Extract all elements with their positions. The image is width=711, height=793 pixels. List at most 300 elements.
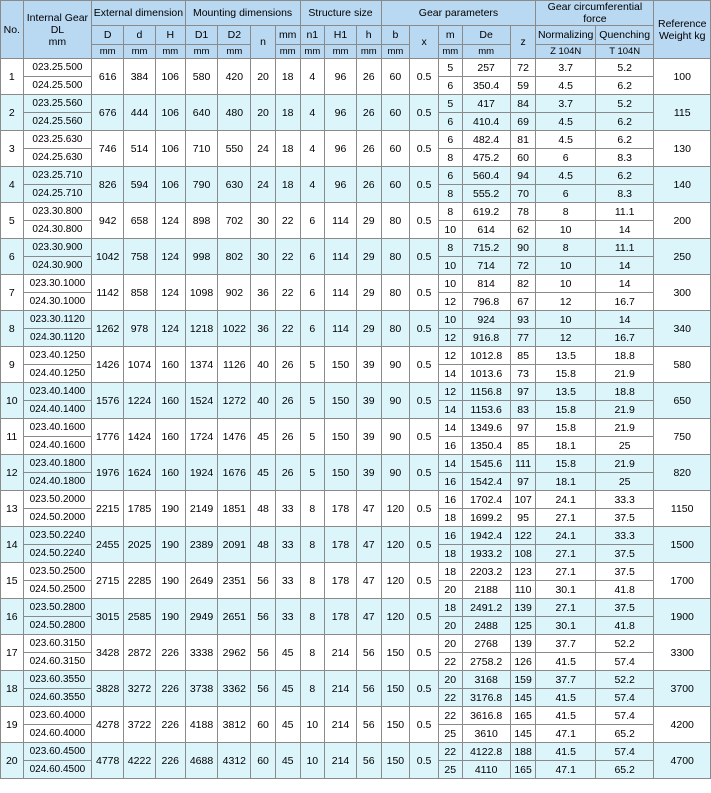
cell-d2: 1851	[218, 491, 251, 527]
cell-z: 107	[510, 491, 536, 509]
cell-h: 226	[155, 671, 185, 707]
cell-de: 350.4	[462, 77, 510, 95]
cell-x: 0.5	[410, 167, 439, 203]
cell-d: 658	[124, 203, 156, 239]
cell-d: 1424	[124, 419, 156, 455]
cell-h: 190	[155, 527, 185, 563]
cell-h1: 214	[325, 671, 357, 707]
cell-m: 14	[438, 365, 462, 383]
cell-de: 3616.8	[462, 707, 510, 725]
cell-d1: 4688	[185, 743, 218, 779]
model-number: 023.40.1800	[23, 455, 92, 473]
cell-h: 26	[356, 167, 381, 203]
cell-b: 60	[381, 95, 410, 131]
cell-z: 159	[510, 671, 536, 689]
cell-m: 16	[438, 473, 462, 491]
model-number: 024.60.4500	[23, 761, 92, 779]
cell-quenching: 52.2	[595, 635, 653, 653]
cell-weight: 140	[654, 167, 711, 203]
cell-weight: 250	[654, 239, 711, 275]
cell-mm: 45	[275, 743, 300, 779]
cell-n1: 8	[300, 635, 325, 671]
cell-h: 160	[155, 455, 185, 491]
cell-de: 1702.4	[462, 491, 510, 509]
header-external-dimension: External dimension	[92, 1, 185, 26]
table-row	[1, 599, 711, 617]
cell-m: 6	[438, 77, 462, 95]
cell-n1: 4	[300, 59, 325, 95]
cell-quenching: 57.4	[595, 689, 653, 707]
cell-h: 106	[155, 131, 185, 167]
cell-normalizing: 10	[536, 311, 595, 329]
cell-x: 0.5	[410, 491, 439, 527]
cell-m: 18	[438, 509, 462, 527]
table-row	[1, 635, 711, 653]
cell-z: 90	[510, 239, 536, 257]
cell-z: 59	[510, 77, 536, 95]
row-number: 10	[1, 383, 24, 419]
table-row	[1, 527, 711, 545]
cell-m: 14	[438, 419, 462, 437]
model-number: 024.40.1400	[23, 401, 92, 419]
cell-m: 20	[438, 617, 462, 635]
cell-d: 2285	[124, 563, 156, 599]
cell-de: 1349.6	[462, 419, 510, 437]
row-number: 12	[1, 455, 24, 491]
cell-n: 30	[251, 203, 276, 239]
cell-h: 47	[356, 491, 381, 527]
cell-m: 20	[438, 671, 462, 689]
cell-m: 6	[438, 113, 462, 131]
model-number: 024.40.1800	[23, 473, 92, 491]
cell-normalizing: 10	[536, 257, 595, 275]
table-row	[1, 239, 711, 257]
header-col-D1: D1	[185, 26, 218, 45]
cell-weight: 4700	[654, 743, 711, 779]
cell-d1: 3738	[185, 671, 218, 707]
cell-de: 1942.4	[462, 527, 510, 545]
row-number: 9	[1, 347, 24, 383]
cell-m: 6	[438, 131, 462, 149]
cell-m: 10	[438, 221, 462, 239]
table-row	[1, 563, 711, 581]
cell-h: 190	[155, 491, 185, 527]
cell-d: 616	[92, 59, 124, 95]
cell-de: 2768	[462, 635, 510, 653]
cell-d2: 550	[218, 131, 251, 167]
cell-m: 12	[438, 293, 462, 311]
cell-m: 18	[438, 545, 462, 563]
table-row	[1, 455, 711, 473]
cell-de: 796.8	[462, 293, 510, 311]
cell-mm: 33	[275, 599, 300, 635]
model-number: 024.30.900	[23, 257, 92, 275]
model-number: 023.25.710	[23, 167, 92, 185]
cell-z: 139	[510, 635, 536, 653]
cell-de: 3176.8	[462, 689, 510, 707]
cell-d2: 2351	[218, 563, 251, 599]
cell-mm: 22	[275, 311, 300, 347]
cell-m: 6	[438, 167, 462, 185]
cell-weight: 3300	[654, 635, 711, 671]
cell-z: 72	[510, 257, 536, 275]
cell-normalizing: 10	[536, 275, 595, 293]
cell-d: 3272	[124, 671, 156, 707]
cell-n: 45	[251, 419, 276, 455]
model-number: 024.40.1250	[23, 365, 92, 383]
cell-quenching: 37.5	[595, 563, 653, 581]
cell-n1: 10	[300, 743, 325, 779]
cell-d2: 1272	[218, 383, 251, 419]
cell-normalizing: 12	[536, 329, 595, 347]
cell-normalizing: 30.1	[536, 581, 595, 599]
table-row	[1, 743, 711, 761]
cell-d2: 3362	[218, 671, 251, 707]
cell-d: 746	[92, 131, 124, 167]
model-number: 024.60.3150	[23, 653, 92, 671]
cell-h: 56	[356, 743, 381, 779]
cell-mm: 45	[275, 635, 300, 671]
model-number: 023.40.1400	[23, 383, 92, 401]
cell-d: 826	[92, 167, 124, 203]
cell-z: 110	[510, 581, 536, 599]
cell-d2: 3812	[218, 707, 251, 743]
cell-quenching: 14	[595, 311, 653, 329]
cell-z: 125	[510, 617, 536, 635]
cell-quenching: 65.2	[595, 761, 653, 779]
cell-z: 165	[510, 761, 536, 779]
cell-d1: 898	[185, 203, 218, 239]
cell-h: 226	[155, 707, 185, 743]
cell-z: 165	[510, 707, 536, 725]
cell-z: 72	[510, 59, 536, 77]
cell-h: 226	[155, 743, 185, 779]
cell-d: 4278	[92, 707, 124, 743]
cell-z: 84	[510, 95, 536, 113]
cell-x: 0.5	[410, 59, 439, 95]
cell-normalizing: 8	[536, 239, 595, 257]
cell-n: 48	[251, 491, 276, 527]
cell-m: 16	[438, 527, 462, 545]
cell-b: 60	[381, 59, 410, 95]
header-circumferential-force: Gear circumferential force	[536, 1, 654, 26]
cell-z: 139	[510, 599, 536, 617]
cell-h: 106	[155, 95, 185, 131]
cell-m: 25	[438, 725, 462, 743]
cell-d: 1224	[124, 383, 156, 419]
cell-de: 2188	[462, 581, 510, 599]
cell-m: 8	[438, 185, 462, 203]
header-mounting-dimensions: Mounting dimensions	[185, 1, 300, 26]
cell-b: 120	[381, 491, 410, 527]
table-row	[1, 419, 711, 437]
cell-quenching: 11.1	[595, 239, 653, 257]
cell-weight: 300	[654, 275, 711, 311]
cell-m: 14	[438, 455, 462, 473]
cell-n1: 8	[300, 527, 325, 563]
unit-H1: mm	[325, 45, 357, 59]
cell-de: 417	[462, 95, 510, 113]
unit-mm: mm	[275, 45, 300, 59]
cell-normalizing: 41.5	[536, 743, 595, 761]
cell-d1: 4188	[185, 707, 218, 743]
cell-n1: 4	[300, 131, 325, 167]
cell-de: 1156.8	[462, 383, 510, 401]
cell-h1: 96	[325, 131, 357, 167]
cell-m: 25	[438, 761, 462, 779]
cell-x: 0.5	[410, 203, 439, 239]
cell-z: 122	[510, 527, 536, 545]
cell-d2: 702	[218, 203, 251, 239]
cell-z: 60	[510, 149, 536, 167]
model-number: 024.30.800	[23, 221, 92, 239]
row-number: 13	[1, 491, 24, 527]
cell-n1: 5	[300, 419, 325, 455]
cell-quenching: 33.3	[595, 491, 653, 509]
cell-quenching: 33.3	[595, 527, 653, 545]
cell-d: 1576	[92, 383, 124, 419]
unit-De: mm	[462, 45, 510, 59]
cell-d2: 1022	[218, 311, 251, 347]
cell-z: 85	[510, 347, 536, 365]
model-number: 023.25.500	[23, 59, 92, 77]
cell-z: 188	[510, 743, 536, 761]
cell-h: 124	[155, 203, 185, 239]
cell-de: 3610	[462, 725, 510, 743]
cell-b: 120	[381, 563, 410, 599]
model-number: 024.50.2800	[23, 617, 92, 635]
cell-m: 22	[438, 743, 462, 761]
cell-h: 39	[356, 419, 381, 455]
cell-de: 2488	[462, 617, 510, 635]
header-internal-gear-label: Internal Gear DL	[26, 11, 89, 36]
cell-d1: 1374	[185, 347, 218, 383]
model-number: 023.25.630	[23, 131, 92, 149]
model-number: 024.25.710	[23, 185, 92, 203]
cell-z: 97	[510, 473, 536, 491]
cell-mm: 26	[275, 455, 300, 491]
cell-m: 8	[438, 239, 462, 257]
cell-x: 0.5	[410, 419, 439, 455]
cell-quenching: 6.2	[595, 77, 653, 95]
cell-n: 36	[251, 275, 276, 311]
cell-d2: 630	[218, 167, 251, 203]
cell-x: 0.5	[410, 311, 439, 347]
table-row	[1, 671, 711, 689]
cell-d2: 1476	[218, 419, 251, 455]
cell-quenching: 5.2	[595, 95, 653, 113]
cell-n1: 6	[300, 203, 325, 239]
cell-d: 1976	[92, 455, 124, 491]
cell-d2: 802	[218, 239, 251, 275]
cell-n: 56	[251, 671, 276, 707]
cell-d: 2585	[124, 599, 156, 635]
cell-x: 0.5	[410, 347, 439, 383]
cell-normalizing: 4.5	[536, 77, 595, 95]
cell-d: 2455	[92, 527, 124, 563]
cell-b: 90	[381, 419, 410, 455]
cell-de: 1350.4	[462, 437, 510, 455]
cell-normalizing: 37.7	[536, 671, 595, 689]
cell-n: 60	[251, 707, 276, 743]
header-col-h: h	[356, 26, 381, 45]
cell-d: 1785	[124, 491, 156, 527]
cell-d1: 3338	[185, 635, 218, 671]
cell-normalizing: 41.5	[536, 653, 595, 671]
table-row	[1, 95, 711, 113]
unit-normalizing: Z 104N	[536, 45, 595, 59]
cell-weight: 340	[654, 311, 711, 347]
cell-n: 56	[251, 563, 276, 599]
header-col-mm: mm	[275, 26, 300, 45]
cell-normalizing: 27.1	[536, 509, 595, 527]
row-number: 6	[1, 239, 24, 275]
cell-normalizing: 27.1	[536, 545, 595, 563]
header-reference-weight: Reference Weight kg	[654, 1, 711, 59]
cell-quenching: 8.3	[595, 149, 653, 167]
cell-d1: 1724	[185, 419, 218, 455]
model-number: 024.60.3550	[23, 689, 92, 707]
cell-d: 514	[124, 131, 156, 167]
cell-d: 2715	[92, 563, 124, 599]
cell-b: 90	[381, 455, 410, 491]
cell-weight: 580	[654, 347, 711, 383]
cell-h1: 96	[325, 95, 357, 131]
cell-h: 106	[155, 167, 185, 203]
row-number: 7	[1, 275, 24, 311]
cell-d: 1624	[124, 455, 156, 491]
cell-x: 0.5	[410, 743, 439, 779]
model-number: 023.50.2240	[23, 527, 92, 545]
cell-b: 80	[381, 275, 410, 311]
cell-mm: 22	[275, 203, 300, 239]
cell-h: 47	[356, 599, 381, 635]
cell-z: 126	[510, 653, 536, 671]
cell-mm: 22	[275, 275, 300, 311]
cell-d: 978	[124, 311, 156, 347]
cell-n1: 8	[300, 671, 325, 707]
cell-n: 48	[251, 527, 276, 563]
header-col-D2: D2	[218, 26, 251, 45]
cell-de: 1013.6	[462, 365, 510, 383]
header-col-H1: H1	[325, 26, 357, 45]
cell-n: 20	[251, 59, 276, 95]
cell-h: 39	[356, 455, 381, 491]
cell-normalizing: 47.1	[536, 725, 595, 743]
cell-x: 0.5	[410, 275, 439, 311]
cell-z: 83	[510, 401, 536, 419]
table-row	[1, 275, 711, 293]
header-gear-parameters: Gear parameters	[381, 1, 536, 26]
cell-h: 56	[356, 707, 381, 743]
cell-normalizing: 13.5	[536, 383, 595, 401]
cell-n: 24	[251, 167, 276, 203]
cell-quenching: 65.2	[595, 725, 653, 743]
cell-h1: 178	[325, 491, 357, 527]
cell-m: 5	[438, 59, 462, 77]
cell-h: 226	[155, 635, 185, 671]
cell-normalizing: 15.8	[536, 365, 595, 383]
cell-d2: 420	[218, 59, 251, 95]
cell-z: 78	[510, 203, 536, 221]
cell-x: 0.5	[410, 671, 439, 707]
cell-d2: 1676	[218, 455, 251, 491]
cell-z: 67	[510, 293, 536, 311]
cell-n1: 5	[300, 455, 325, 491]
cell-m: 16	[438, 437, 462, 455]
cell-quenching: 18.8	[595, 347, 653, 365]
cell-d1: 1218	[185, 311, 218, 347]
cell-n: 56	[251, 599, 276, 635]
model-number: 023.60.3550	[23, 671, 92, 689]
cell-normalizing: 37.7	[536, 635, 595, 653]
cell-de: 814	[462, 275, 510, 293]
cell-de: 2758.2	[462, 653, 510, 671]
cell-de: 619.2	[462, 203, 510, 221]
cell-n: 40	[251, 383, 276, 419]
cell-normalizing: 27.1	[536, 599, 595, 617]
cell-h: 47	[356, 563, 381, 599]
cell-d: 3722	[124, 707, 156, 743]
cell-d: 2872	[124, 635, 156, 671]
cell-weight: 3700	[654, 671, 711, 707]
cell-d1: 580	[185, 59, 218, 95]
cell-weight: 650	[654, 383, 711, 419]
cell-x: 0.5	[410, 131, 439, 167]
cell-h1: 114	[325, 203, 357, 239]
header-col-n1: n1	[300, 26, 325, 45]
cell-d2: 4312	[218, 743, 251, 779]
cell-normalizing: 10	[536, 221, 595, 239]
cell-weight: 115	[654, 95, 711, 131]
row-number: 16	[1, 599, 24, 635]
cell-mm: 45	[275, 671, 300, 707]
cell-normalizing: 12	[536, 293, 595, 311]
cell-z: 62	[510, 221, 536, 239]
cell-m: 10	[438, 257, 462, 275]
cell-x: 0.5	[410, 635, 439, 671]
cell-m: 22	[438, 707, 462, 725]
cell-de: 4110	[462, 761, 510, 779]
cell-h1: 114	[325, 311, 357, 347]
cell-d: 1426	[92, 347, 124, 383]
cell-n: 45	[251, 455, 276, 491]
cell-d1: 2949	[185, 599, 218, 635]
cell-z: 94	[510, 167, 536, 185]
cell-de: 924	[462, 311, 510, 329]
cell-d1: 710	[185, 131, 218, 167]
unit-D: mm	[92, 45, 124, 59]
cell-h: 29	[356, 203, 381, 239]
model-number: 023.60.4500	[23, 743, 92, 761]
cell-z: 73	[510, 365, 536, 383]
cell-z: 70	[510, 185, 536, 203]
cell-h1: 150	[325, 455, 357, 491]
cell-quenching: 6.2	[595, 167, 653, 185]
cell-weight: 820	[654, 455, 711, 491]
cell-n1: 8	[300, 491, 325, 527]
cell-h: 26	[356, 59, 381, 95]
model-number: 024.50.2500	[23, 581, 92, 599]
model-number: 024.50.2240	[23, 545, 92, 563]
cell-d: 4778	[92, 743, 124, 779]
cell-de: 2203.2	[462, 563, 510, 581]
table-body	[1, 59, 711, 779]
cell-d1: 2389	[185, 527, 218, 563]
cell-normalizing: 18.1	[536, 437, 595, 455]
cell-b: 120	[381, 527, 410, 563]
model-number: 024.25.560	[23, 113, 92, 131]
